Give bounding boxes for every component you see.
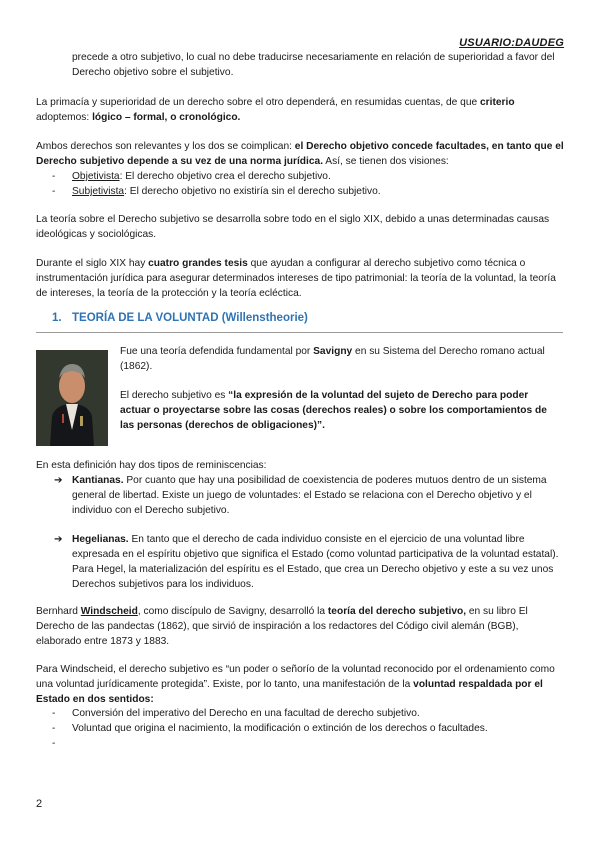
paragraph-savigny: Fue una teoría defendida fundamental por Savigny en su Sistema del Derecho romano actual (1862). xyxy=(120,346,545,372)
document-page: USUARIO:DAUDEG precede a otro subjetivo, lo cual no debe traducirse necesariamente en relación de superioridad a favor del Derecho objetivo sobre el subjetivo. La primacía y superioridad de un derecho sobre el otro dependerá, en resumidas cuentas, de que criterio adoptemos: lógico – formal, o cronológico. Ambos derechos son relevantes y los dos se coimplican: el Derecho objetivo concede facultades, en tanto que el Derecho subjetivo depende a su vez de una norma jurídica. Así, se tienen dos visiones: - Objetivista: El derecho objetivo crea el derecho subjetivo. - Subjetivista: El derecho objetivo no existiría sin el derecho subjetivo. La teoría sobre el Derecho subjetivo se desarrolla sobre todo en el siglo XIX, debido a unas determinadas causas ideológicas y sociológicas. Durante el siglo XIX hay cuatro grandes tesis que ayudan a configurar al derecho subjetivo como técnica o instrumentación jurídica para asegurar determinados intereses de tipo patrimonial: la teoría de la voluntad, la teoría de intereses, la teoría de la protección y la teoría ecléctica. 1. TEORÍA DE LA VOLUNTAD (Willenstheorie) Fue una teoría defendida fundamental por Savigny en su Sistema del Derecho romano actual (1862). El derecho subjetivo es “la expresión de la voluntad del sujeto de Derecho para poder actuar o proyectarse sobre las cosas (derechos reales) o sobre los comportamientos de las personas (derechos de obligaciones)”. En esta definición hay dos tipos de reminiscencias: ➔ Kantianas. Por cuanto que hay una posibilidad de coexistencia de poderes mutuos dentro de un sistema general de libertad. Existe un juego de voluntades: el Estado se relaciona con el Derecho objetivo y el individuo con el Derecho subjetivo. ➔ Hegelianas. En tanto que el derecho de cada individuo consiste en el ejercicio de una voluntad libre expresada en el espíritu objetivo que significa el Estado (como voluntad participativa de la voluntad estatal). Para Hegel, la materialización del espíritu es el Estado, que crea un Derecho objetivo y este a su vez unos Derechos subjetivos para los individuos. Bernhard Windscheid, como discípulo de Savigny, desarrolló la teoría del derecho subjetivo, en su libro El Derecho de las pandectas (1862), que sirvió de inspiración a los redactores del Código civil alemán (BGB), elaborado entre 1873 y 1883. Para Windscheid, el derecho subjetivo es “un poder o señorío de la voluntad reconocido por el ordenamiento como una voluntad jurídicamente protegida”. Existe, por lo tanto, una manifestación de la voluntad respaldada por el Estado en dos sentidos: - Conversión del imperativo del Derecho en una facultad de derecho subjetivo. - Voluntad que origina el nacimiento, la modificación o extinción de los derechos o facultades. - 2 xyxy=(36,37,564,810)
savigny-portrait xyxy=(36,350,108,446)
paragraph-siglo-xix: Durante el siglo XIX hay cuatro grandes tesis que ayudan a configurar al derecho subjetivo como técnica o instrumentación jurídica para asegurar determinados intereses de tipo patrimonial: la teoría de la voluntad, la teoría de intereses, la teoría de la protección y la teoría ecléctica. xyxy=(36,258,556,299)
paragraph-reminiscencias: En esta definición hay dos tipos de reminiscencias: xyxy=(36,460,267,471)
arrow-bullet-icon: ➔ xyxy=(54,534,63,545)
arrow-bullet-icon: ➔ xyxy=(54,475,63,486)
page-number: 2 xyxy=(36,798,43,810)
header-user: USUARIO:DAUDEG xyxy=(459,37,564,49)
paragraph-definicion: El derecho subjetivo es “la expresión de la voluntad del sujeto de Derecho para poder actuar o proyectarse sobre las cosas (derechos reales) o sobre los comportamientos de las personas (derechos de obligaciones)”. xyxy=(120,390,547,431)
paragraph-ambos: Ambos derechos son relevantes y los dos se coimplican: el Derecho objetivo concede facultades, en tanto que el Derecho subjetivo depende a su vez de una norma jurídica. Así, se tienen dos visiones: xyxy=(36,141,564,167)
section-heading: 1. TEORÍA DE LA VOLUNTAD (Willenstheorie) xyxy=(52,312,308,324)
paragraph-windscheid-definicion: Para Windscheid, el derecho subjetivo es “un poder o señorío de la voluntad reconocido por el ordenamiento como una voluntad jurídicamente protegida”. Existe, por lo tanto, una manifestación de la voluntad respaldada por el Estado en dos sentidos: xyxy=(36,664,555,705)
paragraph-primacia: La primacía y superioridad de un derecho sobre el otro dependerá, en resumidas cuentas, de que criterio adoptemos: lógico – formal, o cronológico. xyxy=(36,97,515,123)
paragraph-teoria: La teoría sobre el Derecho subjetivo se desarrolla sobre todo en el siglo XIX, debido a unas determinadas causas ideológicas y sociológicas. xyxy=(36,214,550,240)
paragraph-intro: precede a otro subjetivo, lo cual no debe traducirse necesariamente en relación de superioridad a favor del Derecho objetivo sobre el subjetivo. xyxy=(72,52,555,78)
section-divider xyxy=(36,332,563,333)
paragraph-windscheid: Bernhard Windscheid, como discípulo de Savigny, desarrolló la teoría del derecho subjetivo, en su libro El Derecho de las pandectas (1862), que sirvió de inspiración a los redactores del Código civil alemán (BGB), elaborado entre 1873 y 1883. xyxy=(36,606,528,647)
